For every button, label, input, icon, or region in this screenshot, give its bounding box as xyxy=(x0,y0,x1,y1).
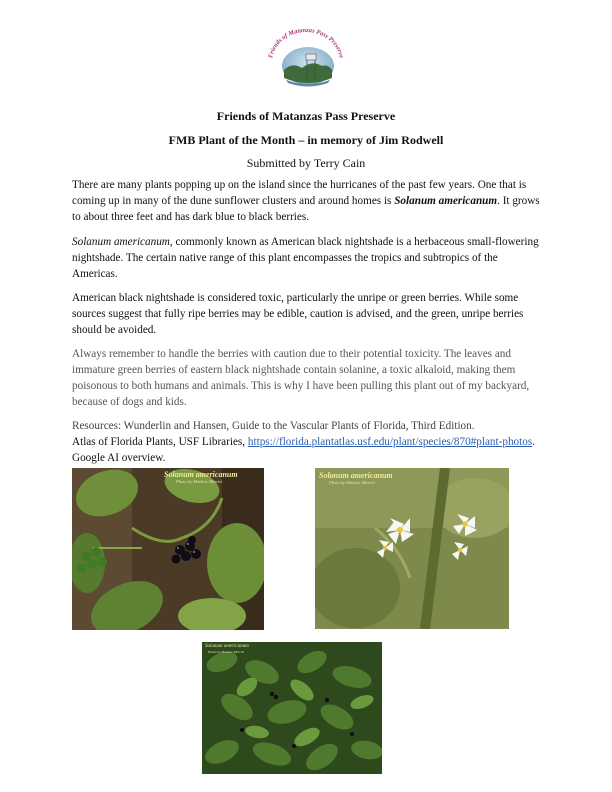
submitted-by: Submitted by Terry Cain xyxy=(246,156,366,170)
photo-credit: Photo by Mathew Merritt xyxy=(208,650,244,654)
photo-caption: Solanum americanum xyxy=(164,470,238,479)
berries-image xyxy=(72,468,264,630)
page-title: FMB Plant of the Month – in memory of Jim Rodwell xyxy=(168,133,444,147)
photo-flowers xyxy=(315,468,509,629)
caution-paragraph: Always remember to handle the berries with caution due to their potential toxicity. The leaves and immature green berries of eastern black nightshade contain solanine, a toxic alkaloid, making them poisonous to both humans and animals. This is why I have been pulling this plant out of my backyard, because of dogs and kids. xyxy=(72,348,530,408)
logo xyxy=(262,22,350,94)
description-paragraph xyxy=(72,234,542,282)
atlas-text: Atlas of Florida Plants, USF Libraries, xyxy=(72,436,248,448)
species-name: Solanum americanum xyxy=(394,195,498,207)
intro-text-2: . It grows to about three feet and has dark blue to black berries. xyxy=(72,195,540,223)
org-heading: Friends of Matanzas Pass Preserve xyxy=(216,109,396,123)
intro-text-1: There are many plants popping up on the island since the hurricanes of the past few years. One that is coming up in many of the dune sunflower clusters and around homes is xyxy=(72,179,527,207)
resources-end: . Google AI overview. xyxy=(72,436,535,464)
photo-credit: Photo by Mathew Merritt xyxy=(329,480,375,485)
plants-image xyxy=(202,642,382,774)
intro-paragraph xyxy=(72,177,542,225)
photo-caption: Solanum americanum xyxy=(205,644,249,649)
photo-credit: Photo by Mathew Merritt xyxy=(176,479,222,484)
flowers-image xyxy=(315,468,509,629)
description-text: , commonly known as American black nightshade is a herbaceous small-flowering nightshade. The certain native range of this plant encompasses the tropics and subtropics of the Americas. xyxy=(72,236,539,280)
resources-paragraph xyxy=(72,418,542,466)
resources-line: Resources: Wunderlin and Hansen, Guide to the Vascular Plants of Florida, Third Edition. xyxy=(72,420,475,432)
toxicity-paragraph: American black nightshade is considered toxic, particularly the unripe or green berries. While some sources suggest that fully ripe berries may be edible, caution is advised, and the green, unripe berries should be avoided. xyxy=(72,292,524,336)
species-name-2: Solanum americanum xyxy=(72,236,170,248)
logo-graphic xyxy=(262,22,350,94)
photo-berries xyxy=(72,468,264,630)
logo-text: Friends of Matanzas Pass Preserve xyxy=(267,26,345,59)
atlas-link[interactable]: https://florida.plantatlas.usf.edu/plant/species/870#plant-photos xyxy=(247,436,533,448)
photo-plants xyxy=(202,642,382,774)
photo-caption: Solanum americanum xyxy=(319,471,393,480)
